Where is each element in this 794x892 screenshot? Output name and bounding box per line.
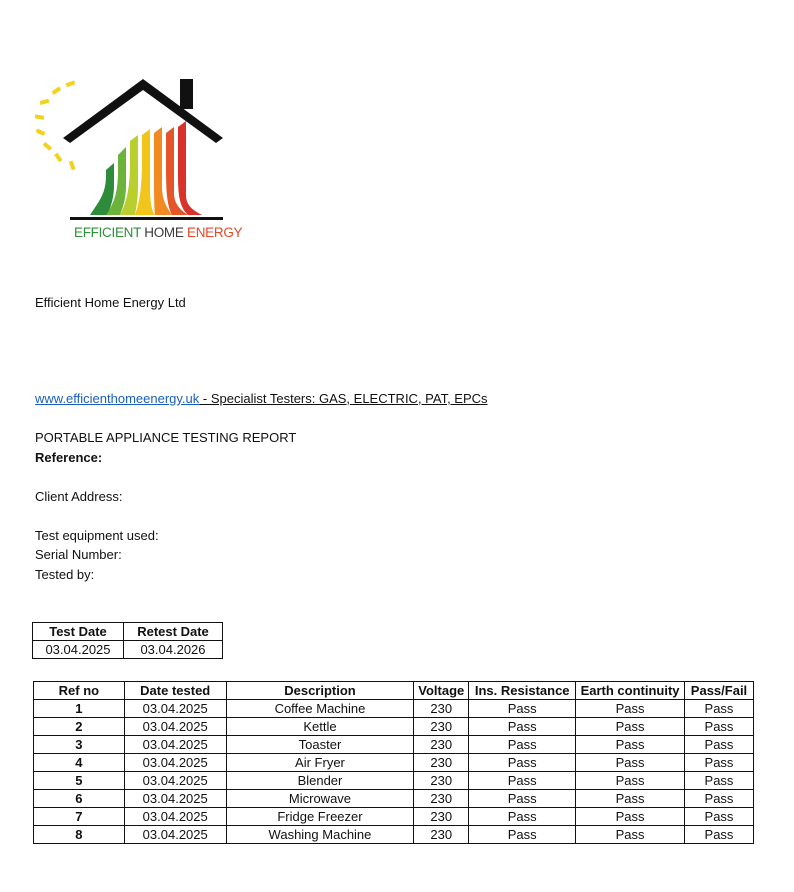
col-description: Description [226,682,414,700]
date-cell: 03.04.2025 [124,772,226,790]
company-logo [30,75,230,245]
ins-resistance-cell: Pass [469,826,576,844]
ref-no-cell: 6 [34,790,125,808]
energy-bars-icon [90,121,202,215]
description-cell: Kettle [226,718,414,736]
logo-text-efficient: EFFICIENT [74,225,141,240]
website-line [35,391,488,407]
ref-no-cell: 3 [34,736,125,754]
ref-no-cell: 4 [34,754,125,772]
description-cell: Fridge Freezer [226,808,414,826]
date-cell: 03.04.2025 [124,808,226,826]
voltage-cell: 230 [414,772,469,790]
voltage-cell: 230 [414,826,469,844]
table-row [34,754,754,772]
pass-fail-cell: Pass [684,790,753,808]
ref-no-cell: 1 [34,700,125,718]
voltage-cell: 230 [414,808,469,826]
col-ref-no: Ref no [34,682,125,700]
date-cell: 03.04.2025 [124,790,226,808]
voltage-cell: 230 [414,790,469,808]
table-row [34,718,754,736]
voltage-cell: 230 [414,754,469,772]
results-table [33,681,754,844]
ref-no-cell: 8 [34,826,125,844]
dates-table [32,622,223,659]
client-address-label: Client Address: [35,489,123,504]
ins-resistance-cell: Pass [469,718,576,736]
col-voltage: Voltage [414,682,469,700]
logo-text-home: HOME [144,225,184,240]
table-row [34,700,754,718]
description-cell: Washing Machine [226,826,414,844]
ref-no-cell: 2 [34,718,125,736]
ins-resistance-cell: Pass [469,808,576,826]
voltage-cell: 230 [414,736,469,754]
logo-underline [70,217,223,220]
col-date-tested: Date tested [124,682,226,700]
date-cell: 03.04.2025 [124,736,226,754]
pass-fail-cell: Pass [684,826,753,844]
earth-continuity-cell: Pass [576,754,685,772]
house-roof-icon [63,79,223,143]
date-cell: 03.04.2025 [124,754,226,772]
test-date-header: Test Date [33,623,124,641]
ref-no-cell: 5 [34,772,125,790]
reference-label: Reference: [35,450,103,465]
pass-fail-cell: Pass [684,772,753,790]
sun-rays-icon [35,80,76,170]
ins-resistance-cell: Pass [469,790,576,808]
logo-text [74,225,242,240]
results-header-row [34,682,754,700]
table-row [34,772,754,790]
website-tagline: - Specialist Testers: GAS, ELECTRIC, PAT, EPCs [199,391,488,406]
earth-continuity-cell: Pass [576,826,685,844]
col-earth-continuity: Earth continuity [576,682,685,700]
description-cell: Air Fryer [226,754,414,772]
serial-number-label: Serial Number: [35,547,122,562]
earth-continuity-cell: Pass [576,736,685,754]
voltage-cell: 230 [414,718,469,736]
pass-fail-cell: Pass [684,754,753,772]
pass-fail-cell: Pass [684,808,753,826]
website-link[interactable]: www.efficienthomeenergy.uk [35,391,200,406]
pass-fail-cell: Pass [684,700,753,718]
ref-no-cell: 7 [34,808,125,826]
ins-resistance-cell: Pass [469,700,576,718]
description-cell: Toaster [226,736,414,754]
col-ins-resistance: Ins. Resistance [469,682,576,700]
earth-continuity-cell: Pass [576,772,685,790]
table-row [34,808,754,826]
voltage-cell: 230 [414,700,469,718]
ins-resistance-cell: Pass [469,772,576,790]
description-cell: Coffee Machine [226,700,414,718]
earth-continuity-cell: Pass [576,718,685,736]
earth-continuity-cell: Pass [576,790,685,808]
company-name: Efficient Home Energy Ltd [35,295,186,310]
pass-fail-cell: Pass [684,736,753,754]
table-row [34,790,754,808]
description-cell: Microwave [226,790,414,808]
earth-continuity-cell: Pass [576,808,685,826]
ins-resistance-cell: Pass [469,754,576,772]
test-date-value: 03.04.2025 [33,641,124,659]
logo-text-energy: ENERGY [187,225,243,240]
report-title: PORTABLE APPLIANCE TESTING REPORT [35,430,297,445]
retest-date-header: Retest Date [124,623,223,641]
retest-date-value: 03.04.2026 [124,641,223,659]
table-row [34,826,754,844]
ins-resistance-cell: Pass [469,736,576,754]
date-cell: 03.04.2025 [124,700,226,718]
earth-continuity-cell: Pass [576,700,685,718]
tested-by-label: Tested by: [35,567,95,582]
col-pass-fail: Pass/Fail [684,682,753,700]
pass-fail-cell: Pass [684,718,753,736]
test-equipment-label: Test equipment used: [35,528,159,543]
description-cell: Blender [226,772,414,790]
date-cell: 03.04.2025 [124,826,226,844]
date-cell: 03.04.2025 [124,718,226,736]
table-row [34,736,754,754]
